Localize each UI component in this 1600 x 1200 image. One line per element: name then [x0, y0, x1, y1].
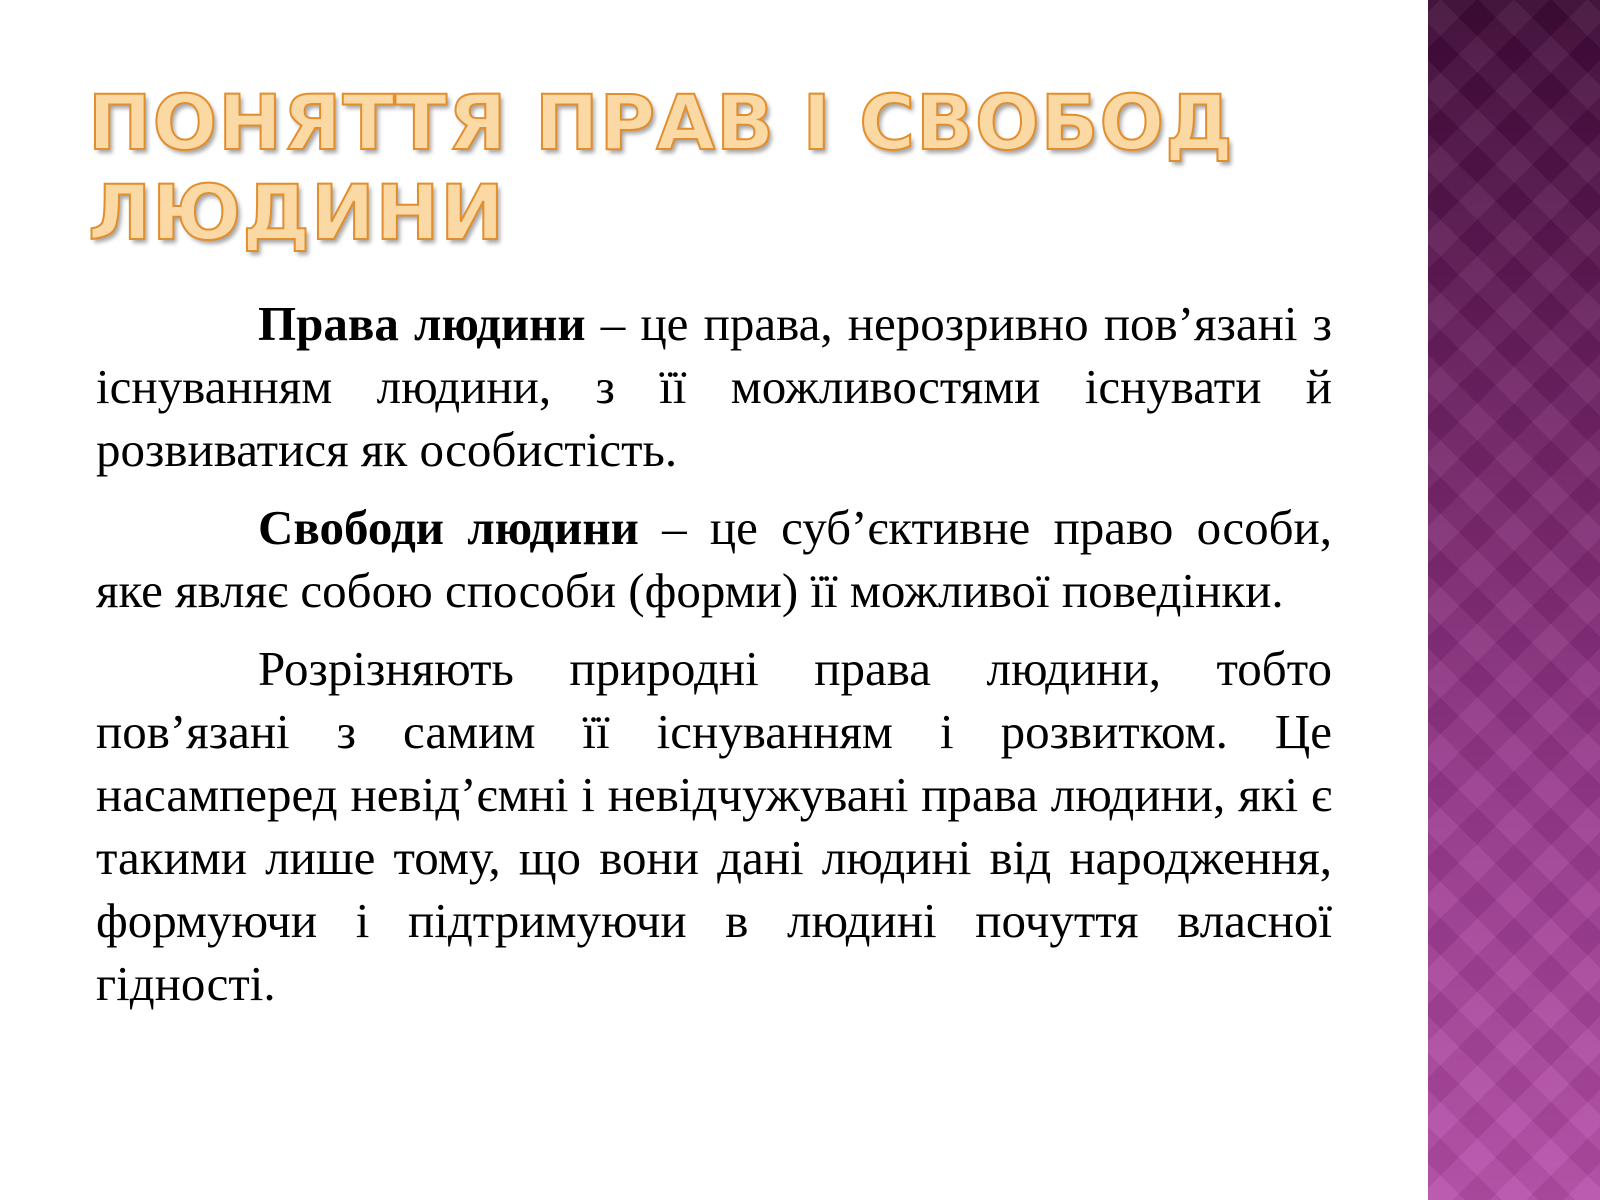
slide-body [96, 292, 1332, 1030]
decorative-side-band [1428, 0, 1600, 1200]
natural-rights-text: Розрізняють природні права людини, тобто пов’язані з самим її існуванням і розвитком. Це насамперед невід’ємні і невідчужувані права людини, які є такими лише тому, що вони дані людині від народження, формуючи і підтримуючи в людині почуття власної гідності. [96, 641, 1332, 1011]
paragraph-human-rights [96, 292, 1332, 481]
term-human-rights: Права людини [258, 296, 586, 351]
definition-human-freedoms: – це суб’єктивне право особи, яке являє собою способи (форми) її можливої поведінки. [96, 500, 1332, 618]
paragraph-human-freedoms [96, 496, 1332, 622]
slide-title-line-1: ПОНЯТТЯ ПРАВ І СВОБОД [88, 78, 1234, 167]
slide-title [88, 78, 1388, 258]
definition-human-rights: – це права, нерозривно пов’язані з існуванням людини, з її можливостями існувати й розвиватися як особистість. [96, 296, 1332, 477]
paragraph-natural-rights [96, 637, 1332, 1015]
slide-title-line-2: ЛЮДИНИ [88, 168, 505, 257]
term-human-freedoms: Свободи людини [258, 500, 639, 555]
